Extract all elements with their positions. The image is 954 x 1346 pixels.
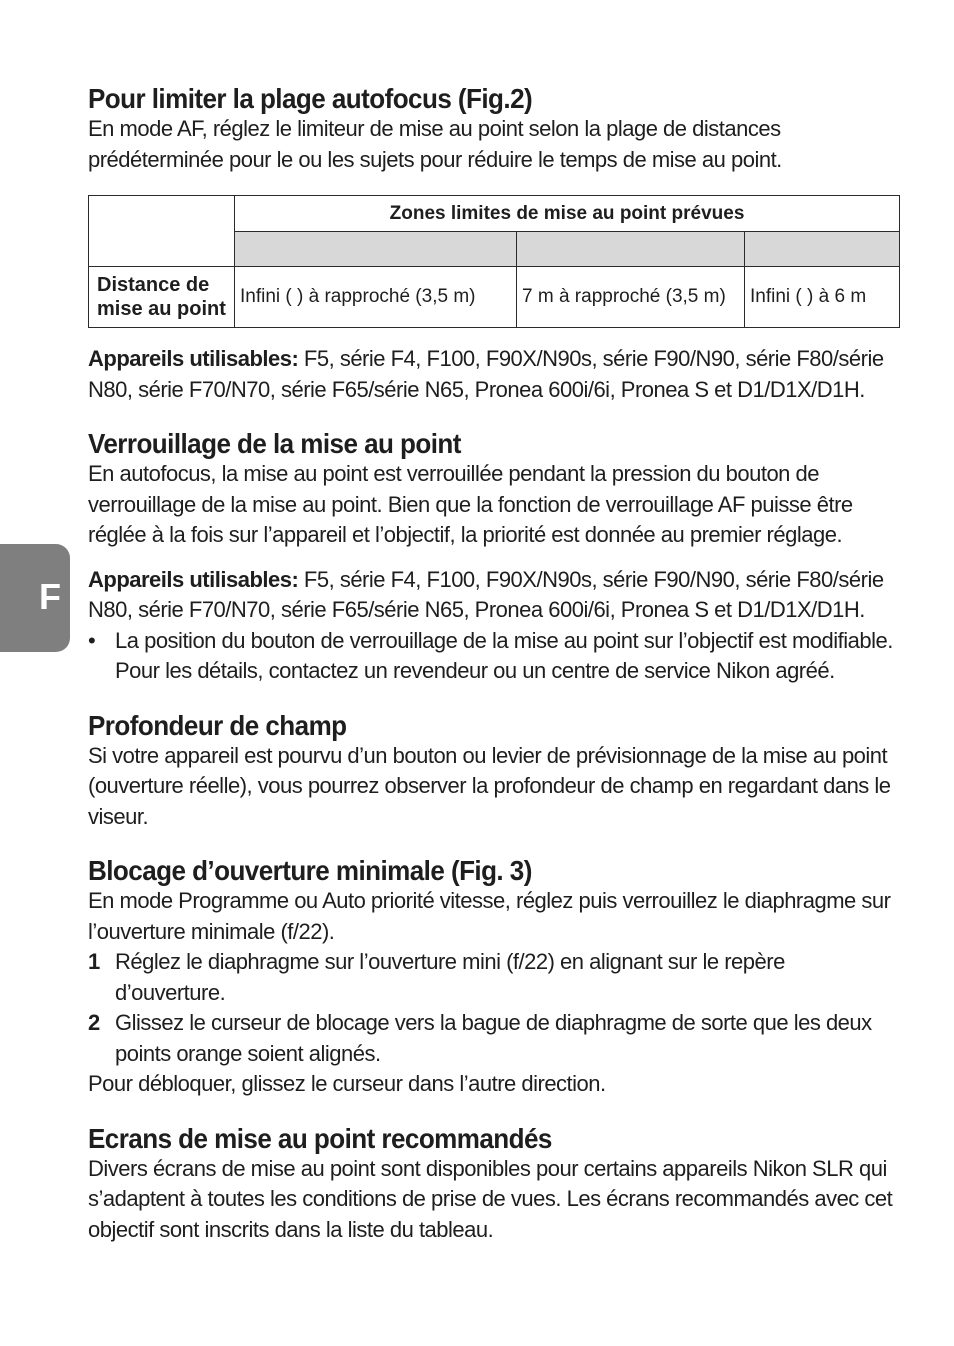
language-tab — [0, 544, 70, 652]
bullet-item — [88, 626, 900, 687]
autofocus-range-text: En mode AF, réglez le limiteur de mise au point selon la plage de distances prédéterminée pour le ou les sujets pour réduire le temps de mise au point. — [88, 116, 782, 172]
table-cell-range-1: Infini ( ) à rapproché (3,5 m) — [235, 267, 517, 328]
heading-depth-of-field: Profondeur de champ — [88, 709, 347, 741]
table-grey-cell — [517, 232, 745, 267]
step-item — [88, 947, 900, 1008]
table-cell-range-2: 7 m à rapproché (3,5 m) — [517, 267, 745, 328]
heading-autofocus-range: Pour limiter la plage autofocus (Fig.2) — [88, 83, 533, 114]
step-text: Glissez le curseur de blocage vers la bague de diaphragme de sorte que les deux points orange soient alignés. — [115, 1010, 872, 1066]
focusing-screens-text: Divers écrans de mise au point sont disponibles pour certains appareils Nikon SLR qui s’adaptent à toutes les conditions de prise de vues. Les écrans recommandés avec cet objectif sont inscrits dans la liste du tableau. — [88, 1155, 893, 1242]
compatible-cameras-list: F5, série F4, F100, F90X/N90s, série F90/N90, série F80/série N80, série F70/N70, série F65/série N65, Pronea 600i/6i, Pronea S et D1/D1X/D1H. — [88, 566, 884, 622]
table-grey-cell — [235, 232, 517, 267]
heading-min-aperture: Blocage d’ouverture minimale (Fig. 3) — [88, 855, 532, 886]
table-header: Zones limites de mise au point prévues — [235, 196, 900, 232]
language-tab-letter: F — [39, 576, 61, 617]
step-item — [88, 1008, 900, 1069]
page-content — [88, 84, 900, 1245]
table-corner-cell — [89, 196, 235, 267]
step-text: Réglez le diaphragme sur l’ouverture mini (f/22) en alignant sur le repère d’ouverture. — [115, 949, 785, 1005]
bullet-marker: • — [88, 627, 96, 653]
table-row-label: Distance de mise au point — [89, 267, 235, 328]
compatible-cameras-label: Appareils utilisables: — [88, 566, 299, 592]
focus-limit-table — [88, 195, 900, 328]
compatible-cameras-label: Appareils utilisables: — [88, 346, 299, 371]
compatible-cameras-1 — [88, 344, 900, 405]
depth-of-field-text: Si votre appareil est pourvu d’un bouton ou levier de prévisionnage de la mise au point (ouverture réelle), vous pourrez observer la profondeur de champ en regardant dans le viseur. — [88, 742, 891, 829]
compatible-cameras-2 — [88, 565, 900, 626]
heading-focusing-screens: Ecrans de mise au point recommandés — [88, 1122, 552, 1154]
table-cell-range-3: Infini ( ) à 6 m — [745, 267, 900, 328]
heading-focus-lock: Verrouillage de la mise au point — [88, 428, 461, 459]
focus-lock-text: En autofocus, la mise au point est verrouillée pendant la pression du bouton de verrouillage de la mise au point. Bien que la fonction de verrouillage AF puisse être réglée à la fois sur l’appareil et l’objectif, la priorité est donnée au premier réglage. — [88, 461, 853, 547]
min-aperture-text: En mode Programme ou Auto priorité vitesse, réglez puis verrouillez le diaphragme sur l’ouverture minimale (f/22). — [88, 888, 891, 944]
bullet-text: La position du bouton de verrouillage de la mise au point sur l’objectif est modifiable. Pour les détails, contactez un revendeur ou un centre de service Nikon agréé. — [115, 627, 893, 683]
step-number: 1 — [88, 949, 100, 974]
compatible-cameras-list: F5, série F4, F100, F90X/N90s, série F90/N90, série F80/série N80, série F70/N70, série F65/série N65, Pronea 600i/6i, Pronea S et D1/D1X/D1H. — [88, 346, 884, 402]
min-aperture-unlock-text: Pour débloquer, glissez le curseur dans l’autre direction. — [88, 1071, 606, 1096]
table-grey-cell — [745, 232, 900, 267]
step-number: 2 — [88, 1010, 100, 1035]
